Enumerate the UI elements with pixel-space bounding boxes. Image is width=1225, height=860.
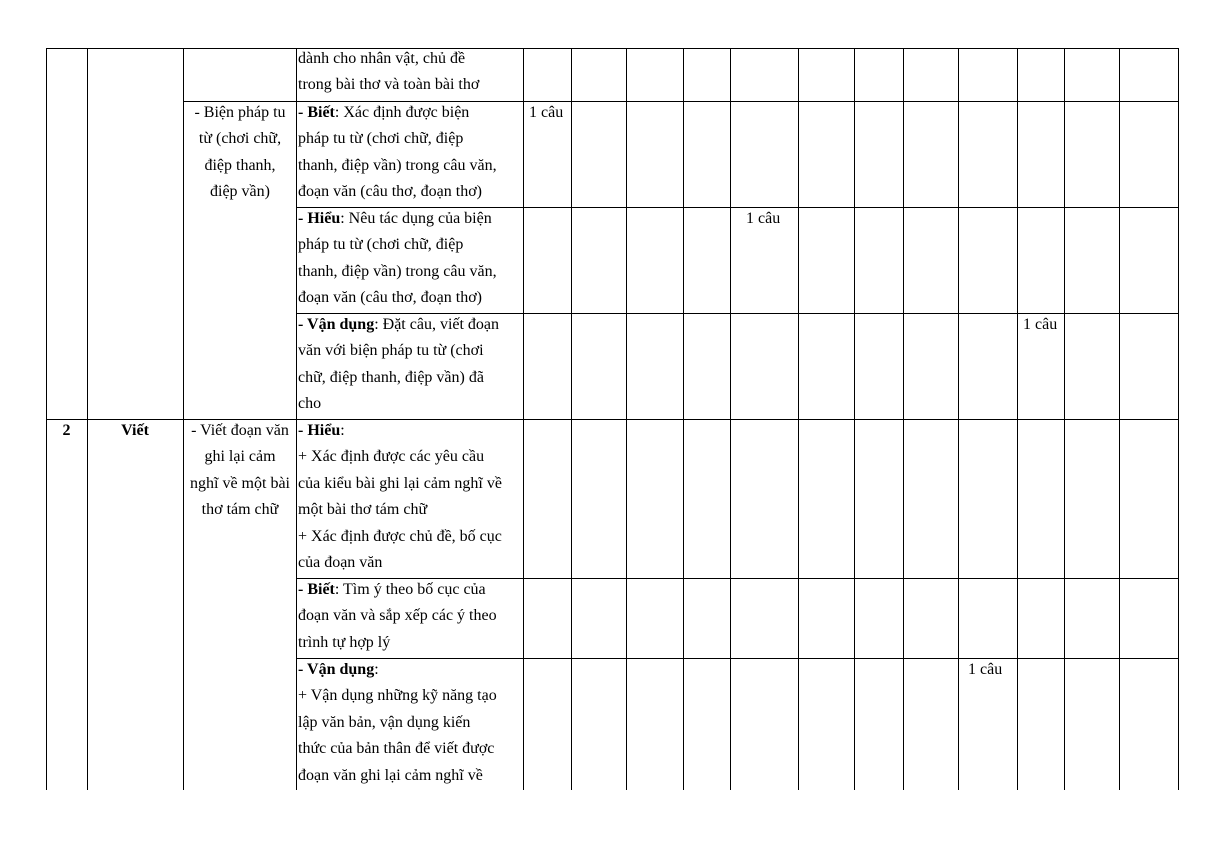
- desc-line: một bài thơ tám chữ: [298, 501, 428, 519]
- row-c-count: 1 câu: [746, 210, 781, 227]
- desc-text: :: [340, 422, 345, 439]
- content-line: nghĩ về một bài: [190, 474, 290, 492]
- desc-text: : Nêu tác dụng của biện: [340, 210, 492, 227]
- level-label: - Biết: [298, 104, 335, 121]
- row-e-content: [184, 418, 296, 524]
- desc-line: của đoạn văn: [298, 554, 383, 572]
- desc-first-line: [298, 206, 497, 232]
- desc-text: : Tìm ý theo bố cục của: [334, 581, 486, 598]
- row-f-description: [298, 577, 497, 656]
- desc-first-line: [298, 100, 497, 126]
- desc-line: lập văn bản, vận dụng kiến: [298, 713, 471, 731]
- row-d-description: [298, 312, 499, 418]
- row-e-description: [298, 418, 502, 576]
- row-c-description: [298, 206, 497, 312]
- level-label: - Vận dụng: [298, 316, 375, 333]
- row-e-skill: Viết: [121, 422, 149, 439]
- desc-line: + Vận dụng những kỹ năng tạo: [298, 687, 497, 705]
- content-line: điệp vần): [210, 183, 270, 201]
- desc-line: + Xác định được chủ đề, bố cục: [298, 527, 502, 545]
- row-b-count: 1 câu: [529, 104, 564, 121]
- desc-text: :: [374, 661, 379, 678]
- desc-line: thức của bản thân để viết được: [298, 740, 495, 758]
- desc-line: cho: [298, 395, 322, 413]
- content-line: thơ tám chữ: [201, 501, 279, 519]
- level-label: - Biết: [298, 581, 335, 598]
- level-label: - Vận dụng: [298, 661, 375, 678]
- desc-line: đoạn văn ghi lại cảm nghĩ về: [298, 766, 483, 784]
- desc-first-line: [298, 312, 499, 338]
- assessment-matrix-table: [46, 48, 1179, 790]
- row-g-description: [298, 657, 497, 789]
- desc-text: : Xác định được biện: [334, 104, 470, 121]
- desc-line: pháp tu từ (chơi chữ, điệp: [298, 130, 464, 148]
- desc-line: đoạn văn (câu thơ, đoạn thơ): [298, 183, 482, 201]
- row-b-description: [298, 100, 497, 206]
- content-line: điệp thanh,: [204, 156, 276, 174]
- row-d-count: 1 câu: [1023, 316, 1058, 333]
- row-border: [46, 48, 1179, 49]
- content-line: - Biện pháp tu: [194, 104, 286, 121]
- desc-line: trong bài thơ và toàn bài thơ: [298, 76, 480, 94]
- desc-text: : Đặt câu, viết đoạn: [374, 316, 500, 333]
- desc-line: của kiểu bài ghi lại cảm nghĩ về: [298, 474, 502, 492]
- content-line: từ (chơi chữ,: [198, 130, 282, 148]
- row-g-count: 1 câu: [968, 661, 1003, 678]
- content-line: - Viết đoạn văn: [191, 422, 289, 439]
- desc-line: văn với biện pháp tu từ (chơi: [298, 342, 484, 360]
- desc-first-line: [298, 577, 497, 603]
- desc-line: pháp tu từ (chơi chữ, điệp: [298, 236, 464, 254]
- desc-first-line: [298, 418, 502, 444]
- desc-first-line: [298, 657, 497, 683]
- level-label: - Hiểu: [298, 422, 341, 439]
- desc-line: đoạn văn (câu thơ, đoạn thơ): [298, 289, 482, 307]
- desc-line: + Xác định được các yêu cầu: [298, 448, 485, 466]
- desc-line: dành cho nhân vật, chủ đề: [298, 50, 466, 67]
- desc-line: thanh, điệp vần) trong câu văn,: [298, 156, 497, 174]
- row-b-content: [186, 100, 294, 206]
- row-e-stt: 2: [62, 422, 71, 439]
- desc-line: trình tự hợp lý: [298, 633, 391, 651]
- desc-line: đoạn văn và sắp xếp các ý theo: [298, 607, 497, 625]
- desc-line: thanh, điệp vần) trong câu văn,: [298, 262, 497, 280]
- level-label: - Hiểu: [298, 210, 341, 227]
- row-a-description: [298, 46, 479, 99]
- content-line: ghi lại cảm: [204, 448, 276, 466]
- desc-line: chữ, điệp thanh, điệp vần) đã: [298, 368, 484, 386]
